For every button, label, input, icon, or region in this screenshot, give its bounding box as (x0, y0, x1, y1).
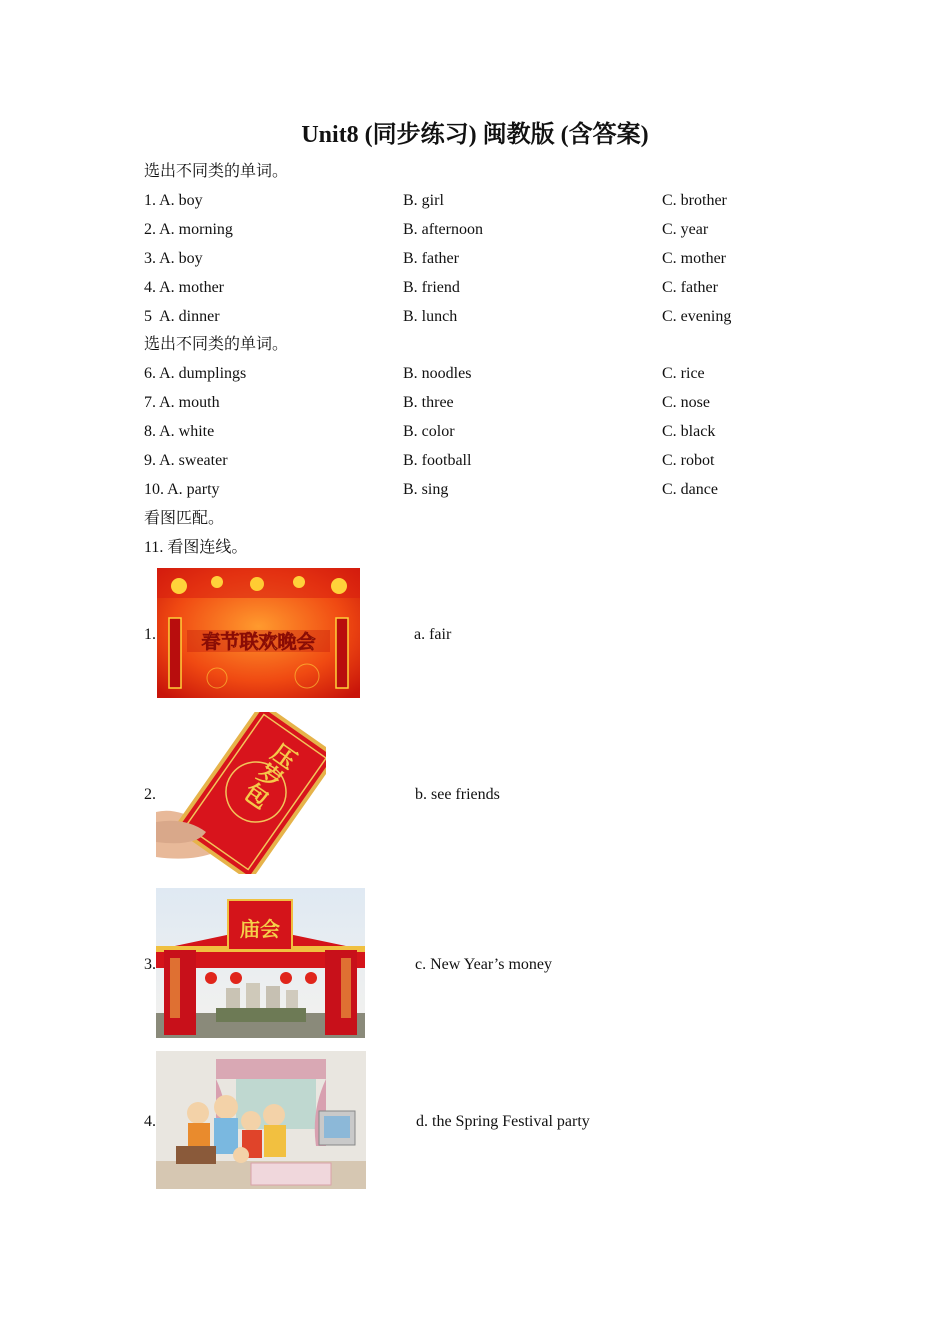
option-c: C. mother (662, 250, 726, 267)
option-c: C. evening (662, 308, 732, 325)
section2-heading: 选出不同类的单词。 (144, 336, 289, 353)
red-envelope-image (156, 712, 326, 874)
option-b: B. lunch (403, 308, 458, 325)
temple-fair-image (156, 888, 365, 1038)
question-row (144, 307, 844, 327)
option-b: B. three (403, 394, 454, 411)
picture-number: 3. (144, 956, 156, 973)
option-a: 6. A. dumplings (144, 365, 247, 382)
option-c: C. brother (662, 192, 727, 209)
picture-number: 2. (144, 786, 156, 803)
option-c: C. father (662, 279, 718, 296)
option-b: B. afternoon (403, 221, 483, 238)
question-row (144, 451, 844, 471)
match-option: c. New Year’s money (415, 956, 553, 973)
question-row (144, 422, 844, 442)
option-a: 5 A. dinner (144, 308, 220, 325)
option-c: C. black (662, 423, 716, 440)
section1-heading: 选出不同类的单词。 (144, 163, 289, 180)
fair-sign-text: 庙会 (240, 917, 280, 941)
question-row (144, 278, 844, 298)
option-a: 7. A. mouth (144, 394, 220, 411)
envelope-sign-text: 压岁包 (236, 736, 301, 812)
option-b: B. girl (403, 192, 444, 209)
option-a: 9. A. sweater (144, 452, 228, 469)
option-b: B. father (403, 250, 459, 267)
option-a: 8. A. white (144, 423, 215, 440)
page-title: Unit8 (同步练习) 闽教版 (含答案) (301, 122, 649, 148)
option-b: B. sing (403, 481, 449, 498)
matching-question: 11. 看图连线。 (144, 539, 248, 556)
option-c: C. rice (662, 365, 705, 382)
question-row (144, 480, 844, 500)
option-a: 4. A. mother (144, 279, 224, 296)
match-option: d. the Spring Festival party (416, 1113, 590, 1130)
question-row (144, 249, 844, 269)
question-row (144, 220, 844, 240)
option-b: B. football (403, 452, 472, 469)
option-c: C. robot (662, 452, 715, 469)
option-a: 1. A. boy (144, 192, 203, 209)
option-c: C. year (662, 221, 709, 238)
question-row (144, 364, 844, 384)
gala-banner-image (157, 568, 360, 698)
option-c: C. nose (662, 394, 710, 411)
option-b: B. color (403, 423, 455, 440)
gala-sign-text: 春节联欢晚会 (201, 631, 316, 653)
picture-number: 1. (144, 626, 156, 643)
option-b: B. noodles (403, 365, 472, 382)
section3-heading: 看图匹配。 (144, 510, 225, 527)
option-a: 10. A. party (144, 481, 220, 498)
match-option: b. see friends (415, 786, 500, 803)
family-home-image (156, 1051, 366, 1189)
match-option: a. fair (414, 626, 452, 643)
question-row (144, 393, 844, 413)
option-c: C. dance (662, 481, 718, 498)
picture-number: 4. (144, 1113, 156, 1130)
question-row (144, 191, 844, 211)
option-b: B. friend (403, 279, 460, 296)
option-a: 2. A. morning (144, 221, 233, 238)
option-a: 3. A. boy (144, 250, 203, 267)
